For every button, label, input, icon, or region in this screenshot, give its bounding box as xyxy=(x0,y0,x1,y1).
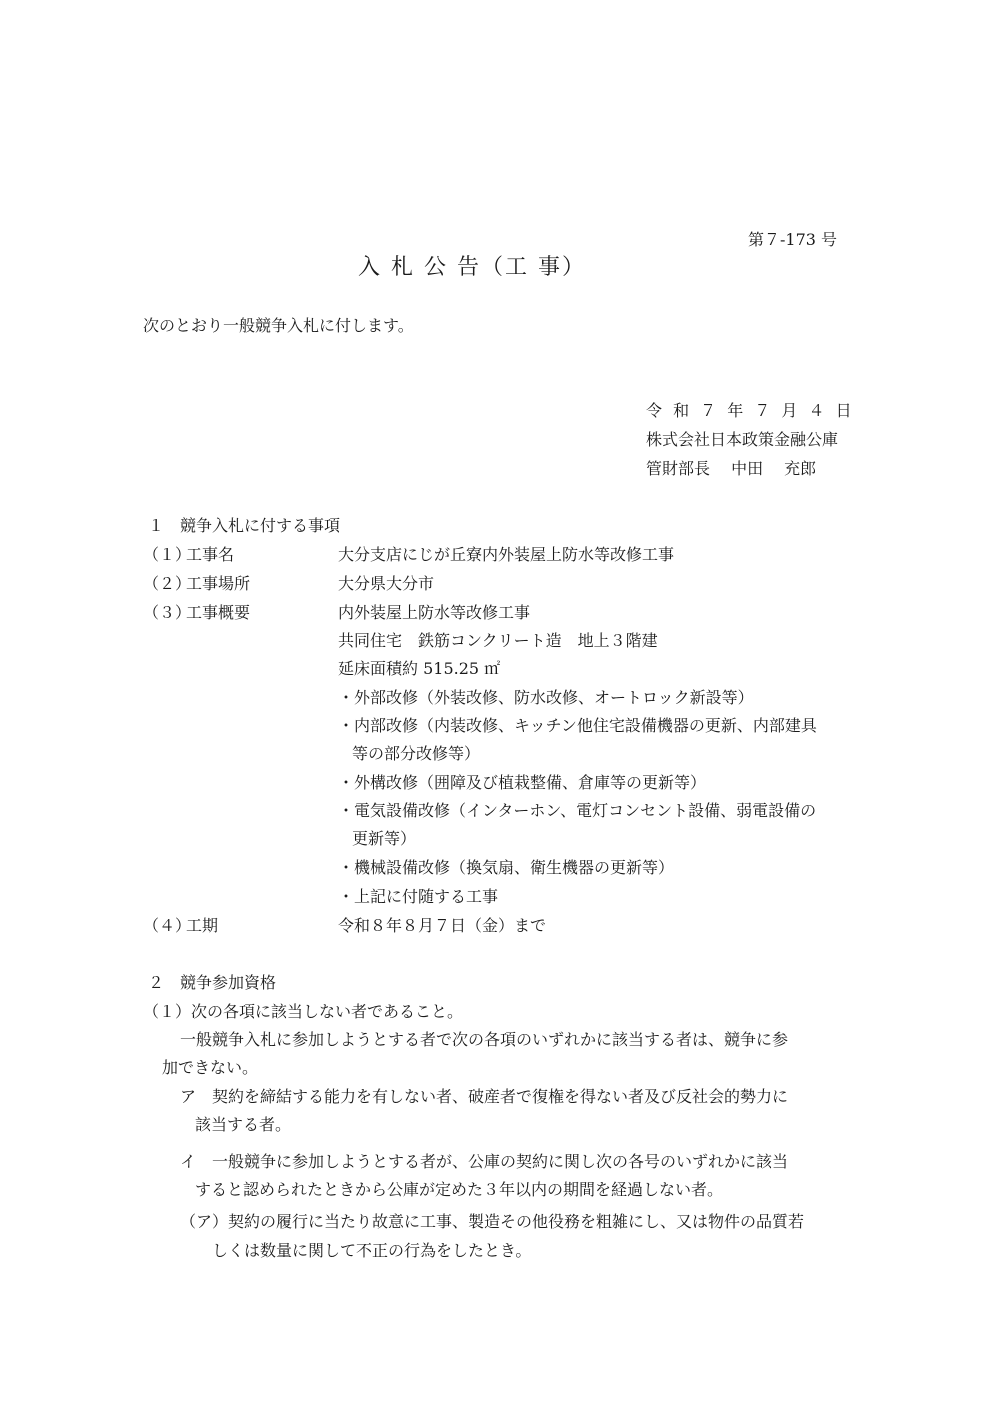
item-value: 大分支店にじが丘寮内外装屋上防水等改修工事 xyxy=(338,545,675,564)
issue-date: 令 和 ７ 年 ７ 月 ４ 日 xyxy=(646,401,852,420)
clause-a-line: ア 契約を締結する能力を有しない者、破産者で復権を得ない者及び反社会的勢力に xyxy=(180,1087,789,1106)
item-number: （１） xyxy=(143,545,192,564)
overview-bullet-continuation: 更新等） xyxy=(352,829,417,848)
overview-bullet: ・電気設備改修（インターホン、電灯コンセント設備、弱電設備の xyxy=(338,801,817,820)
organization-name: 株式会社日本政策金融公庫 xyxy=(646,430,839,449)
item-label: 工事名 xyxy=(186,545,235,564)
section-2-heading: ２ 競争参加資格 xyxy=(148,973,277,992)
section-1-heading: １ 競争入札に付する事項 xyxy=(148,516,341,535)
overview-line: 延床面積約 515.25 ㎡ xyxy=(338,659,501,678)
item-label: 工事概要 xyxy=(186,603,251,622)
overview-bullet: ・内部改修（内装改修、キッチン他住宅設備機器の更新、内部建具 xyxy=(338,716,817,735)
overview-bullet: ・上記に付随する工事 xyxy=(338,887,499,906)
item-label: 工期 xyxy=(186,916,219,935)
subsection-heading: （１）次の各項に該当しない者であること。 xyxy=(143,1002,464,1021)
officer-name: 管財部長 中田 充郎 xyxy=(646,459,817,478)
overview-line: 共同住宅 鉄筋コンクリート造 地上３階建 xyxy=(338,631,658,650)
paragraph-line: 一般競争入札に参加しようとする者で次の各項のいずれかに該当する者は、競争に参 xyxy=(180,1030,789,1049)
page-title: 入 札 公 告（工 事） xyxy=(358,255,586,280)
paragraph-line: 加できない。 xyxy=(162,1058,259,1077)
document-number: 第７-173 号 xyxy=(748,230,838,249)
intro-text: 次のとおり一般競争入札に付します。 xyxy=(143,316,414,335)
clause-k-line: しくは数量に関して不正の行為をしたとき。 xyxy=(212,1241,532,1260)
item-value: 令和８年８月７日（金）まで xyxy=(338,916,547,935)
clause-i-line: すると認められたときから公庫が定めた３年以内の期間を経過しない者。 xyxy=(195,1180,724,1199)
overview-bullet: ・機械設備改修（換気扇、衛生機器の更新等） xyxy=(338,858,675,877)
item-label: 工事場所 xyxy=(186,574,251,593)
overview-bullet: ・外構改修（囲障及び植栽整備、倉庫等の更新等） xyxy=(338,773,707,792)
item-number: （４） xyxy=(143,916,192,935)
item-number: （３） xyxy=(143,603,192,622)
overview-bullet-continuation: 等の部分改修等） xyxy=(352,744,481,763)
item-number: （２） xyxy=(143,574,192,593)
clause-k-line: （ア）契約の履行に当たり故意に工事、製造その他役務を粗雑にし、又は物件の品質若 xyxy=(180,1212,805,1231)
clause-a-line: 該当する者。 xyxy=(195,1115,292,1134)
clause-i-line: イ 一般競争に参加しようとする者が、公庫の契約に関し次の各号のいずれかに該当 xyxy=(180,1152,789,1171)
item-value: 内外装屋上防水等改修工事 xyxy=(338,603,531,622)
overview-bullet: ・外部改修（外装改修、防水改修、オートロック新設等） xyxy=(338,688,754,707)
item-value: 大分県大分市 xyxy=(338,574,435,593)
